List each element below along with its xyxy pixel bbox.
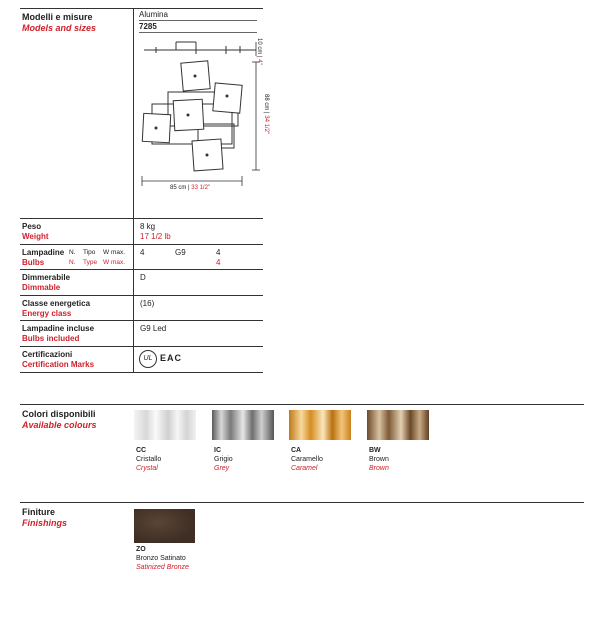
colour-code: CC (136, 447, 147, 454)
energy-label-en: Energy class (22, 309, 72, 318)
colour-name: Caramello (291, 456, 323, 463)
col-wmax: W max. (103, 249, 126, 256)
swatch-brown[interactable] (367, 410, 429, 440)
colour-name-en: Crystal (136, 465, 158, 472)
dim-width-in: 33 1/2" (191, 185, 211, 191)
included-label-it: Lampadine incluse (22, 324, 95, 333)
weight-kg: 8 kg (140, 222, 156, 231)
bulbs-label-en: Bulbs (22, 258, 45, 267)
bulbs-count: 4 (140, 248, 145, 257)
weight-value (140, 222, 171, 242)
dimmable-value: D (140, 273, 146, 282)
dim-width: 85 cm | 33 1/2" (170, 185, 211, 191)
weight-label-en: Weight (22, 232, 49, 241)
models-title-it: Modelli e misure (22, 12, 93, 22)
col-type-en: Type (83, 259, 98, 266)
col-tipo: Tipo (83, 249, 96, 256)
bulbs-label-it: Lampadine (22, 248, 65, 257)
dim-depth: 88 cm | 34 1/2" (263, 94, 269, 135)
models-title (22, 12, 96, 34)
certs-label-en: Certification Marks (22, 360, 95, 369)
bulbs-col-headers (69, 248, 125, 268)
colour-name-en: Grey (214, 465, 230, 472)
colour-caption-cc (136, 446, 161, 473)
bulbs-watt-it: 4 (216, 248, 221, 257)
energy-label-it: Classe energetica (22, 299, 91, 308)
energy-value: (16) (140, 299, 155, 308)
colour-code: CA (291, 447, 302, 454)
colour-name: Grigio (214, 456, 233, 463)
swatch-caramel[interactable] (289, 410, 351, 440)
ul-text: UL (143, 355, 153, 362)
dim-height-in: 4" (256, 59, 262, 65)
colours-title-it: Colori disponibili (22, 409, 96, 419)
swatch-crystal[interactable] (134, 410, 196, 440)
ul-mark-icon (139, 350, 157, 368)
col-n: N. (69, 249, 76, 256)
included-label-en: Bulbs included (22, 334, 80, 343)
weight-label-it: Peso (22, 222, 42, 231)
dim-depth-cm: 88 cm (263, 94, 269, 111)
model-variant: Alumina (139, 10, 168, 19)
col-n-en: N. (69, 259, 76, 266)
dimmable-label-en: Dimmable (22, 283, 61, 292)
swatch-grey[interactable] (212, 410, 274, 440)
colour-caption-bw (369, 446, 389, 473)
colours-title (22, 409, 97, 431)
eac-mark-icon (160, 353, 182, 364)
finishes-title-en: Finishings (22, 518, 67, 528)
colour-name-en: Caramel (291, 465, 318, 472)
certs-label (22, 350, 94, 370)
certs-label-it: Certificazioni (22, 350, 73, 359)
colour-name: Cristallo (136, 456, 162, 463)
dim-height-cm: 10 cm (256, 38, 262, 55)
weight-lb: 17 1/2 lb (140, 232, 171, 241)
colour-caption-ca (291, 446, 323, 473)
colour-code: BW (369, 447, 381, 454)
bulbs-label (22, 248, 64, 268)
included-value: G9 Led (140, 324, 167, 333)
weight-label (22, 222, 49, 242)
energy-label (22, 299, 90, 319)
bulbs-type: G9 (175, 248, 186, 257)
dim-width-cm: 85 cm (170, 185, 187, 191)
model-code: 7285 (139, 22, 157, 31)
dim-height-top: 10 cm | 4" (256, 38, 262, 65)
colour-name: Brown (369, 456, 389, 463)
finish-caption-zo (136, 545, 189, 572)
dimmable-label (22, 273, 70, 293)
colour-name-en: Brown (369, 465, 389, 472)
models-title-en: Models and sizes (22, 23, 97, 33)
bulbs-watt-en: 4 (216, 258, 221, 267)
col-wmax-en: W max. (103, 259, 126, 266)
colour-caption-ic (214, 446, 233, 473)
colour-code: IC (214, 447, 221, 454)
eac-text: EAC (160, 353, 183, 363)
included-label (22, 324, 94, 344)
colours-title-en: Available colours (22, 420, 97, 430)
finishes-title (22, 507, 67, 529)
finish-code: ZO (136, 546, 146, 553)
finish-name: Bronzo Satinato (136, 555, 186, 562)
bulbs-watt (216, 248, 220, 268)
dim-depth-in: 34 1/2" (263, 115, 269, 135)
finish-name-en: Satinized Bronze (136, 564, 189, 571)
dimmable-label-it: Dimmerabile (22, 273, 71, 282)
finishes-title-it: Finiture (22, 507, 55, 517)
swatch-satinized-bronze[interactable] (134, 509, 195, 543)
